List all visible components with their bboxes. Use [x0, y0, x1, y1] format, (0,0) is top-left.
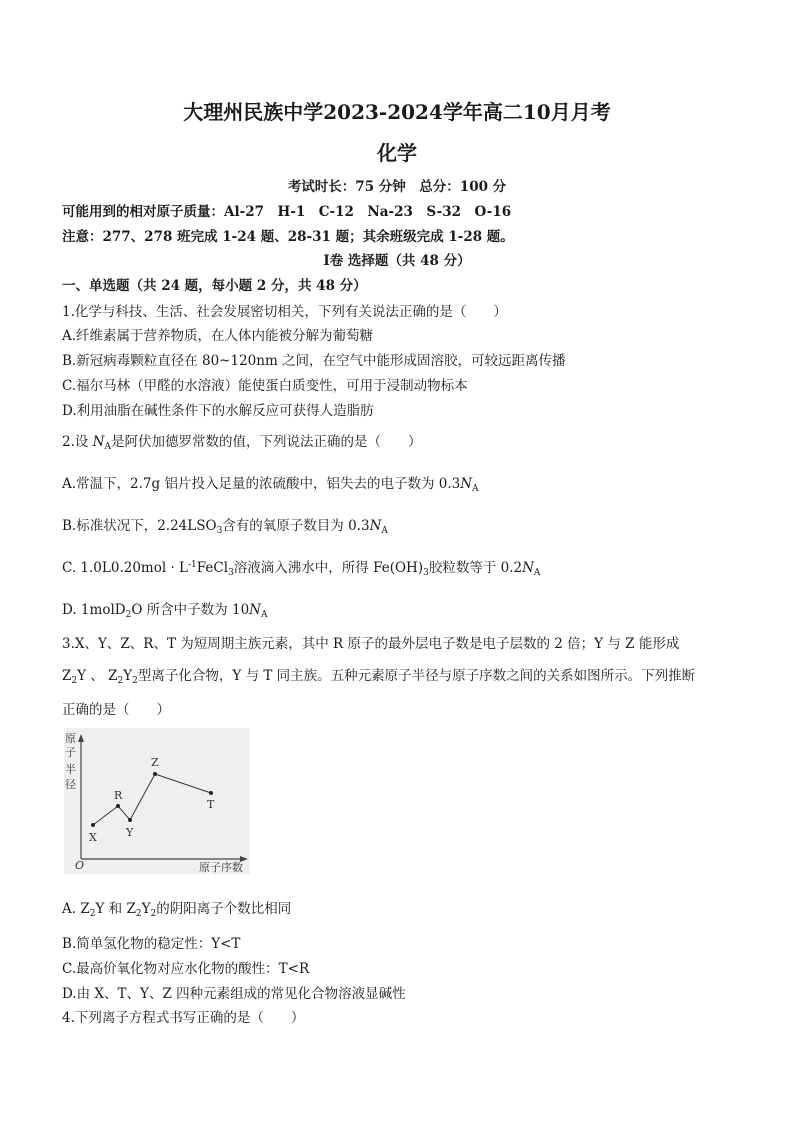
y-axis-label-3: 半 — [65, 763, 76, 776]
q2-option-c: C. $1.0L0.20mol \cdot L^{-1}FeCl_3$溶液滴入沸水中，所得 $Fe(OH)_3$胶粒数等于 $0.2N_A$ — [62, 560, 541, 578]
point-label-x: X — [89, 831, 97, 844]
exam-subject: 化学 — [377, 141, 417, 165]
q1-option-a: A.纤维素属于营养物质，在人体内能被分解为葡萄糖 — [62, 328, 374, 344]
atomic-radius-figure — [64, 728, 250, 874]
x-axis-label: 原子序数 — [199, 861, 243, 874]
q3-option-c: C.最高价氧化物对应水化物的酸性：T<R — [62, 961, 310, 977]
origin-label: O — [75, 859, 85, 872]
y-axis-label-2: 子 — [65, 746, 76, 759]
q4-stem: 4.下列离子方程式书写正确的是（ ） — [62, 1010, 305, 1026]
exam-info: 考试时长：75 分钟 总分：100 分 — [287, 179, 507, 195]
atomic-masses: 可能用到的相对原子质量：Al-27 H-1 C-12 Na-23 S-32 O-16 — [62, 204, 512, 220]
q3-stem-line2: $Z_2Y$ 、 $Z_2Y_2$型离子化合物，Y 与 T 同主族。五种元素原子半径与原子序数之间的关系如图所示。下列推断 — [62, 668, 696, 686]
q2-option-b: B.标准状况下，$2.24LSO_3$含有的氧原子数目为 $0.3N_A$ — [62, 518, 388, 536]
section-title: 一、单选题（共 24 题，每小题 2 分，共 48 分） — [62, 278, 367, 294]
point-label-z: Z — [151, 756, 159, 769]
point-label-y: Y — [126, 826, 134, 839]
q3-stem-line1: 3.X、Y、Z、R、T 为短周期主族元素，其中 R 原子的最外层电子数是电子层数的 2 倍；Y 与 Z 能形成 — [62, 636, 680, 652]
atomic-radius-diagram — [64, 728, 250, 874]
exam-title: 大理州民族中学2023-2024学年高二10月月考 — [183, 100, 611, 124]
q1-stem: 1.化学与科技、生活、社会发展密切相关，下列有关说法正确的是（ ） — [62, 304, 507, 320]
q1-option-b: B.新冠病毒颗粒直径在 80~120nm 之间，在空气中能形成固溶胶，可较远距离传播 — [62, 353, 566, 369]
volume-title: Ⅰ卷 选择题（共 48 分） — [323, 253, 471, 269]
q2-stem: 2.设 $N_A$是阿伏加德罗常数的值，下列说法正确的是（ ） — [62, 434, 422, 452]
y-axis-label-4: 径 — [65, 778, 76, 791]
point-x — [91, 823, 95, 827]
point-z — [153, 772, 157, 776]
q2-option-d: D. 1molD$_2$O 所含中子数为 $10N_A$ — [62, 602, 268, 620]
q3-stem-line3: 正确的是（ ） — [62, 702, 170, 718]
q1-option-c: C.福尔马林（甲醛的水溶液）能使蛋白质变性，可用于浸制动物标本 — [62, 378, 468, 394]
point-y — [128, 818, 132, 822]
point-t — [209, 791, 213, 795]
radius-trend-line — [93, 774, 211, 825]
q3-option-d: D.由 X、T、Y、Z 四种元素组成的常见化合物溶液显碱性 — [62, 986, 406, 1002]
y-axis-arrow — [78, 734, 84, 742]
point-r — [116, 804, 120, 808]
point-label-t: T — [207, 798, 215, 811]
q1-option-d: D.利用油脂在碱性条件下的水解反应可获得人造脂肪 — [62, 403, 374, 419]
point-label-r: R — [114, 789, 123, 802]
q3-option-a: A. $Z_2Y$ 和 $Z_2Y_2$的阴阳离子个数比相同 — [62, 901, 292, 919]
q3-option-b: B.简单氢化物的稳定性：Y<T — [62, 936, 241, 952]
q2-option-a: A.常温下，2.7g 铝片投入足量的浓硫酸中，铝失去的电子数为 $0.3N_A$ — [62, 476, 479, 494]
exam-notice: 注意：277、278 班完成 1-24 题、28-31 题；其余班级完成 1-28 题。 — [62, 229, 514, 245]
y-axis-label-1: 原 — [65, 732, 76, 745]
